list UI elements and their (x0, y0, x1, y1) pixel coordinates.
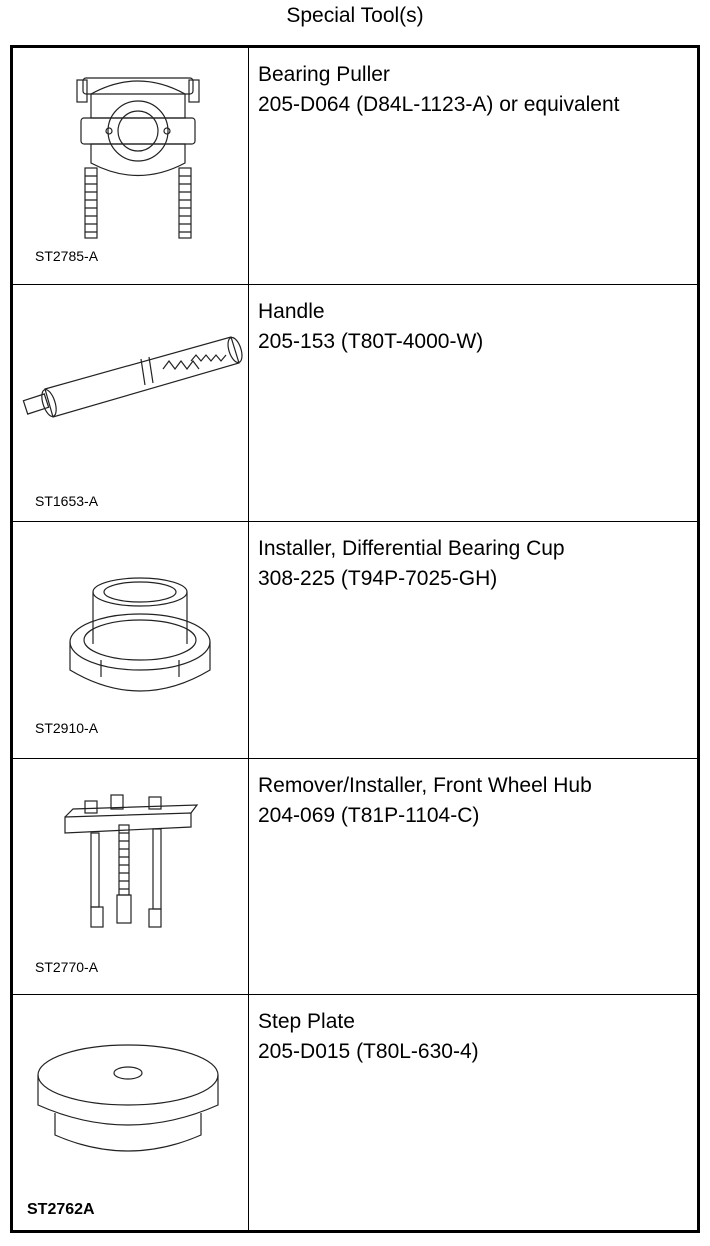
tool-part-number: 204-069 (T81P-1104-C) (258, 804, 480, 827)
tool-part-number: 205-D015 (T80L-630-4) (258, 1040, 479, 1063)
tool-part-number: 205-D064 (D84L-1123-A) or equivalent (258, 93, 620, 116)
tool-name: Bearing Puller (258, 63, 390, 86)
tool-description (258, 60, 620, 120)
tool-image-cell (13, 995, 249, 1231)
tool-image-cell (13, 285, 249, 521)
table-row (13, 284, 697, 521)
tool-description (258, 297, 483, 357)
tool-image-code: ST2762A (27, 1201, 95, 1218)
tool-name: Step Plate (258, 1010, 355, 1033)
tool-image-code: ST2910-A (35, 720, 99, 736)
special-tools-table (10, 45, 700, 1233)
tool-image-cell (13, 48, 249, 284)
tool-image-code: ST2785-A (35, 248, 99, 264)
tool-description (258, 534, 565, 594)
tool-description (258, 771, 592, 831)
tool-name: Remover/Installer, Front Wheel Hub (258, 774, 592, 797)
tool-image-cell (13, 759, 249, 995)
handle-icon (13, 285, 248, 521)
tool-part-number: 205-153 (T80T-4000-W) (258, 330, 484, 353)
tool-name: Handle (258, 300, 325, 323)
step-plate-icon (13, 995, 248, 1231)
tool-part-number: 308-225 (T94P-7025-GH) (258, 567, 498, 590)
table-row (13, 48, 697, 284)
page-title: Special Tool(s) (286, 4, 424, 27)
table-row (13, 758, 697, 995)
tool-description (258, 1007, 479, 1067)
table-row (13, 994, 697, 1231)
tool-image-cell (13, 522, 249, 758)
tool-name: Installer, Differential Bearing Cup (258, 537, 565, 560)
table-row (13, 521, 697, 758)
tool-image-code: ST2770-A (35, 959, 99, 975)
tool-image-code: ST1653-A (35, 493, 99, 509)
